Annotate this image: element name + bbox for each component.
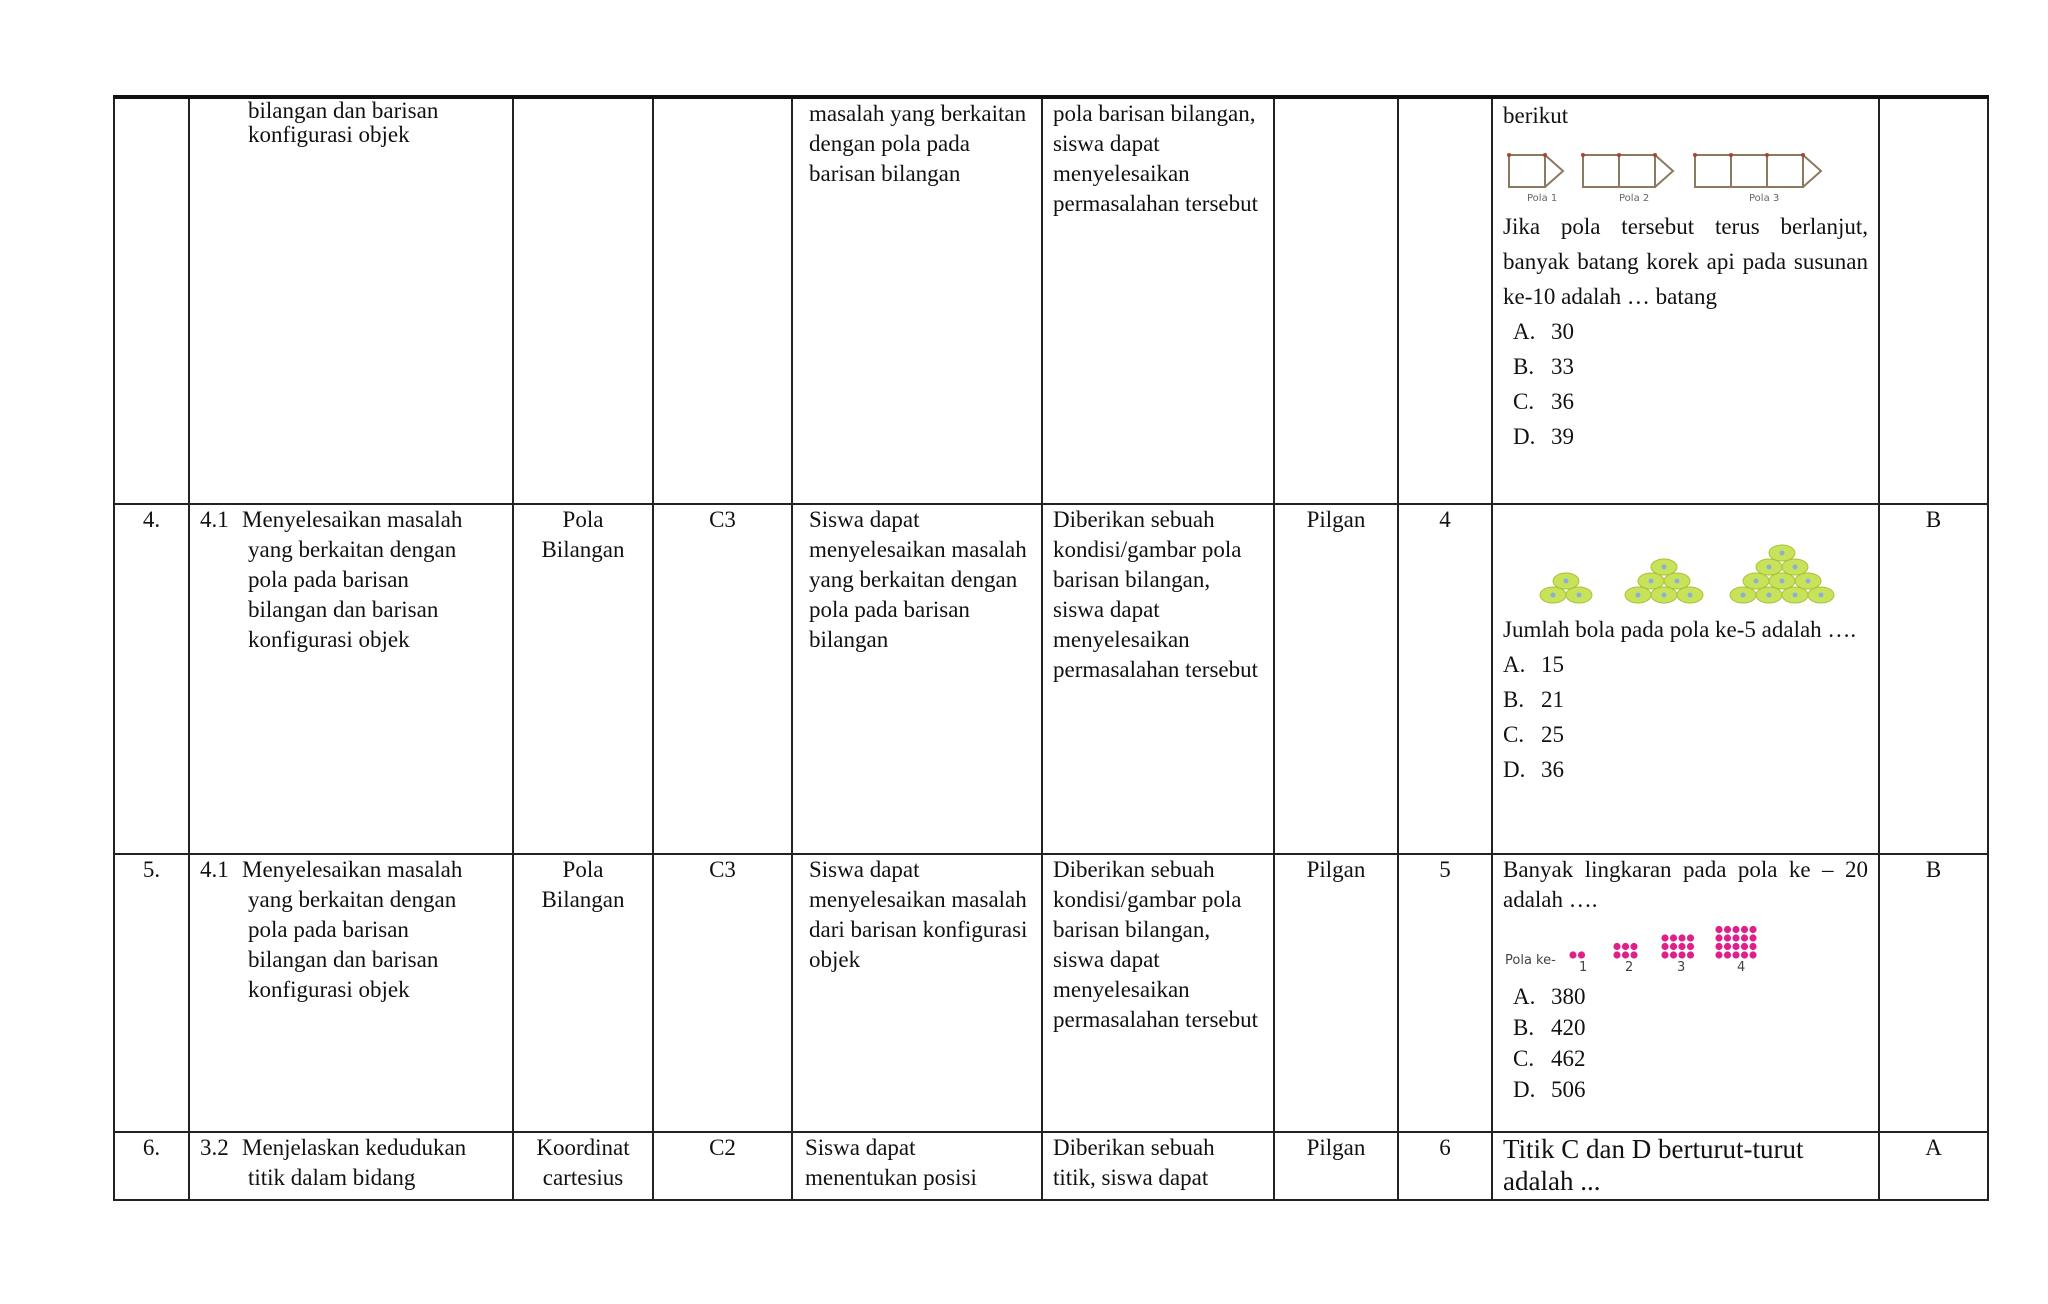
indikator-soal-cell: Diberikan sebuah titik, siswa dapat [1042,1132,1274,1200]
pattern-circle [1741,943,1748,950]
figure-label-pola-3: Pola 3 [1749,193,1780,203]
soal-question: Jumlah bola pada pola ke-5 adalah …. [1503,617,1857,642]
level-cell: C3 [653,504,792,854]
options-list [1503,647,1868,787]
circle-pattern-figure [1503,919,1763,981]
option-a: A. 30 [1513,319,1574,344]
pattern-circle [1724,926,1731,933]
kunci-cell: A [1879,1132,1988,1200]
level-cell [653,97,792,504]
kunci-cell: B [1879,504,1988,854]
no-soal-cell: 4 [1398,504,1492,854]
kd-cell: 4.1 Menyelesaikan masalah yang berkaitan dengan pola pada barisan bilangan dan barisan konfigurasi objek [189,504,513,854]
pattern-circle [1670,943,1677,950]
option-d: D. 39 [1513,424,1574,449]
pattern-circle [1622,951,1629,958]
bentuk-cell: Pilgan [1274,1132,1398,1200]
option-d: D. 506 [1513,1077,1586,1102]
option-b: B. 420 [1513,1015,1586,1040]
pattern-circle [1630,943,1637,950]
options-list [1503,981,1868,1105]
pattern-circle [1732,943,1739,950]
indikator-cell: Siswa dapat menyelesaikan masalah dari barisan konfigurasi objek [792,854,1042,1132]
indikator-soal-cell: Diberikan sebuah kondisi/gambar pola barisan bilangan, siswa dapat menyelesaikan permasalahan tersebut [1042,854,1274,1132]
figure-label-2: 2 [1625,960,1634,975]
indikator-soal-cell: Diberikan sebuah kondisi/gambar pola barisan bilangan, siswa dapat menyelesaikan permasalahan tersebut [1042,504,1274,854]
soal-cell: Titik C dan D berturut-turut adalah ... [1492,1132,1879,1200]
pattern-circle [1687,934,1694,941]
materi-cell: Pola Bilangan [513,854,653,1132]
pattern-circle [1741,926,1748,933]
no-cell: 6. [114,1132,189,1200]
table-row [114,1132,1988,1200]
bentuk-cell: Pilgan [1274,504,1398,854]
option-a: A. 380 [1513,984,1586,1009]
no-soal-cell: 5 [1398,854,1492,1132]
bentuk-cell: Pilgan [1274,854,1398,1132]
pattern-circle [1749,951,1756,958]
figure-label-pola-ke: Pola ke- [1505,953,1556,968]
table-row [114,504,1988,854]
kunci-cell: B [1879,854,1988,1132]
pattern-circle [1678,943,1685,950]
bentuk-cell [1274,97,1398,504]
option-c: C. 462 [1513,1046,1586,1071]
pattern-circle [1715,951,1722,958]
pattern-circle [1670,934,1677,941]
kunci-cell [1879,97,1988,504]
figure-label-3: 3 [1677,960,1686,975]
pattern-circle [1732,926,1739,933]
option-b: B. 21 [1503,687,1564,712]
pattern-circle [1661,943,1668,950]
materi-cell [513,97,653,504]
level-cell: C3 [653,854,792,1132]
indikator-cell: masalah yang berkaitan dengan pola pada barisan bilangan [792,97,1042,504]
option-c: C. 36 [1513,389,1574,414]
pattern-circle [1732,934,1739,941]
kd-cell: 3.2 Menjelaskan kedudukan titik dalam bidang [189,1132,513,1200]
pattern-circle [1687,943,1694,950]
pattern-circle [1661,951,1668,958]
indikator-soal-cell: pola barisan bilangan, siswa dapat menyelesaikan permasalahan tersebut [1042,97,1274,504]
pattern-circle [1630,951,1637,958]
pattern-circle [1578,951,1585,958]
no-soal-cell: 6 [1398,1132,1492,1200]
kd-cell: bilangan dan barisan konfigurasi objek [189,97,513,504]
pattern-circle [1741,934,1748,941]
pattern-circle [1613,943,1620,950]
soal-intro: berikut [1503,103,1569,128]
pattern-circle [1678,951,1685,958]
options-list [1503,314,1868,454]
no-cell [114,97,189,504]
pattern-circle [1678,934,1685,941]
figure-label-4: 4 [1737,960,1746,975]
pattern-circle [1724,943,1731,950]
figure-label-pola-1: Pola 1 [1527,193,1558,203]
table-row [114,854,1988,1132]
no-cell: 4. [114,504,189,854]
no-cell: 5. [114,854,189,1132]
kisi-kisi-table [113,95,1989,1201]
soal-question: Jika pola tersebut terus berlanjut, banyak batang korek api pada susunan ke-10 adalah … batang [1503,214,1868,309]
ball-pattern-figure [1503,507,1863,617]
pattern-circle [1724,934,1731,941]
pattern-circle [1724,951,1731,958]
soal-cell [1492,504,1879,854]
pattern-circle [1741,951,1748,958]
pattern-circle [1715,926,1722,933]
pattern-circle [1569,951,1576,958]
option-d: D. 36 [1503,757,1564,782]
materi-cell: Koordinat cartesius [513,1132,653,1200]
indikator-cell: Siswa dapat menentukan posisi [792,1132,1042,1200]
soal-question: Banyak lingkaran pada pola ke – 20 adalah …. [1503,857,1868,912]
figure-label-1: 1 [1579,960,1588,975]
pattern-circle [1661,934,1668,941]
pattern-circle [1749,943,1756,950]
pattern-circle [1732,951,1739,958]
table-row [114,97,1988,504]
soal-cell [1492,97,1879,504]
pattern-circle [1670,951,1677,958]
materi-cell: Pola Bilangan [513,504,653,854]
indikator-cell: Siswa dapat menyelesaikan masalah yang berkaitan dengan pola pada barisan bilangan [792,504,1042,854]
option-b: B. 33 [1513,354,1574,379]
pattern-circle [1687,951,1694,958]
pattern-circle [1749,934,1756,941]
pattern-circle [1622,943,1629,950]
matchstick-pattern-figure [1503,145,1863,203]
pattern-circle [1749,926,1756,933]
pattern-circle [1715,934,1722,941]
pattern-circle [1613,951,1620,958]
figure-label-pola-2: Pola 2 [1619,193,1650,203]
option-a: A. 15 [1503,652,1564,677]
pattern-circle [1715,943,1722,950]
no-soal-cell [1398,97,1492,504]
kd-cell: 4.1 Menyelesaikan masalah yang berkaitan dengan pola pada barisan bilangan dan barisan konfigurasi objek [189,854,513,1132]
soal-cell [1492,854,1879,1132]
level-cell: C2 [653,1132,792,1200]
option-c: C. 25 [1503,722,1564,747]
